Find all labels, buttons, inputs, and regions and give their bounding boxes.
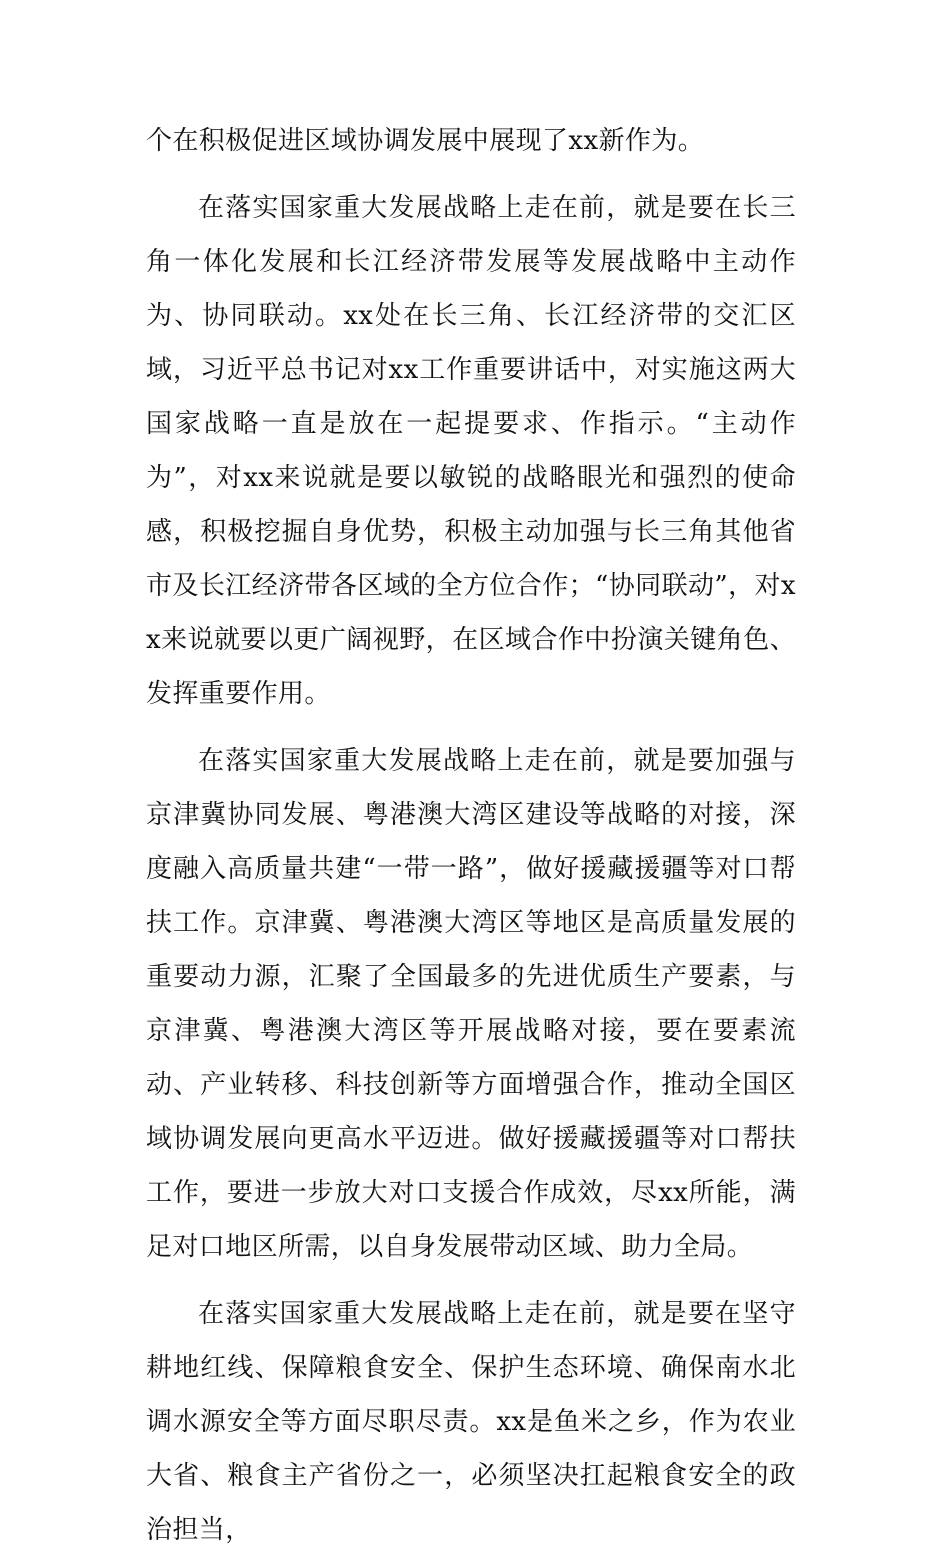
paragraph-food-security: 在落实国家重大发展战略上走在前，就是要在坚守耕地红线、保障粮食安全、保护生态环境、确保南水北调水源安全等方面尽职尽责。xx是鱼米之乡，作为农业大省、粮食主产省份之一，必须坚决扛起粮食安全的政治担当， [146,1299,796,1545]
document-page [146,114,796,1557]
paragraph-regional-cooperation: 在落实国家重大发展战略上走在前，就是要加强与京津冀协同发展、粤港澳大湾区建设等战略的对接，深度融入高质量共建“一带一路”，做好援藏援疆等对口帮扶工作。京津冀、粤港澳大湾区等地区是高质量发展的重要动力源，汇聚了全国最多的先进优质生产要素，与京津冀、粤港澳大湾区等开展战略对接，要在要素流动、产业转移、科技创新等方面增强合作，推动全国区域协调发展向更高水平迈进。做好援藏援疆等对口帮扶工作，要进一步放大对口支援合作成效，尽xx所能，满足对口地区所需，以自身发展带动区域、助力全局。 [146,746,796,1262]
paragraph-yangtze-strategy: 在落实国家重大发展战略上走在前，就是要在长三角一体化发展和长江经济带发展等发展战略中主动作为、协同联动。xx处在长三角、长江经济带的交汇区域，习近平总书记对xx工作重要讲话中，对实施这两大国家战略一直是放在一起提要求、作指示。“主动作为”，对xx来说就是要以敏锐的战略眼光和强烈的使命感，积极挖掘自身优势，积极主动加强与长三角其他省市及长江经济带各区域的全方位合作；“协同联动”，对xx来说就要以更广阔视野，在区域合作中扮演关键角色、发挥重要作用。 [146,193,796,709]
paragraph-continuation: 个在积极促进区域协调发展中展现了xx新作为。 [146,126,705,156]
